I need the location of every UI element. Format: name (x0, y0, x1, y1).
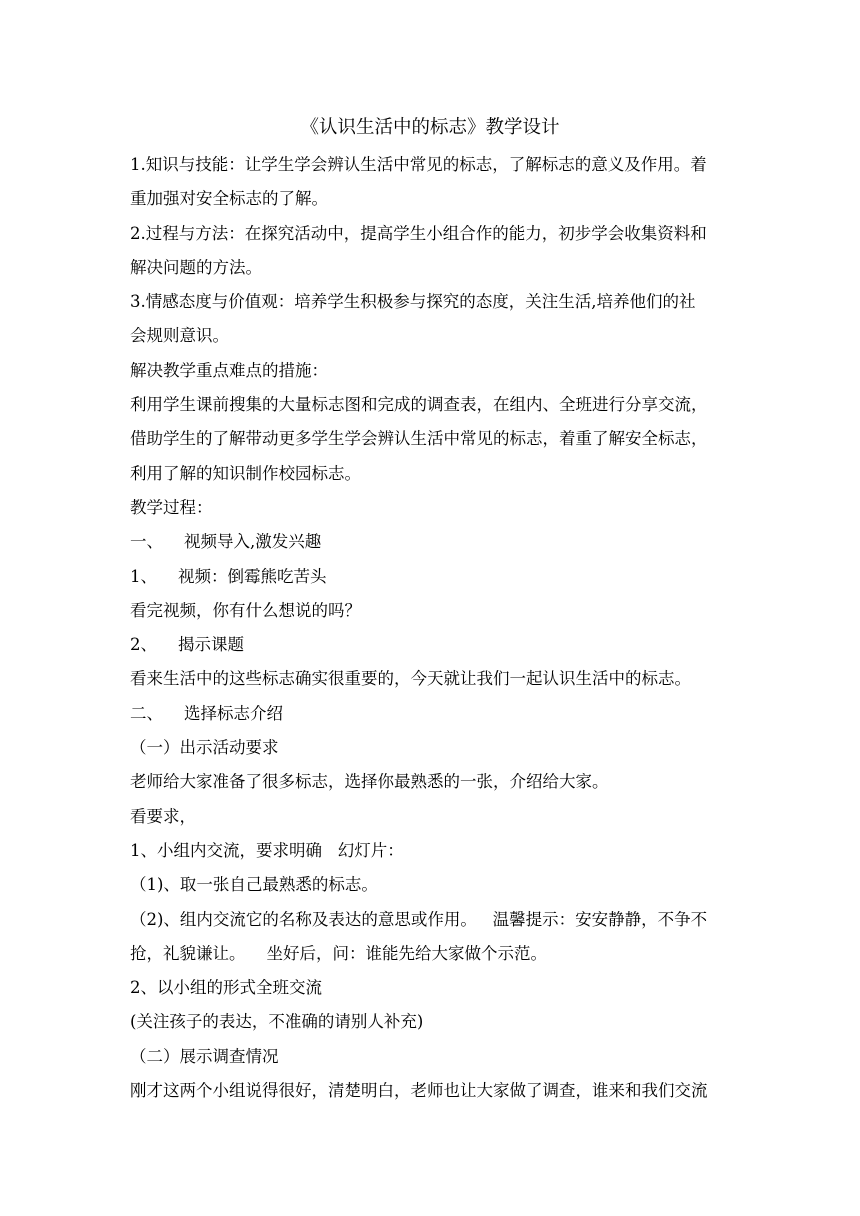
section-heading: 二、 选择标志介绍 (130, 703, 283, 723)
subsection-heading: （二）展示调查情况 (130, 1046, 279, 1066)
paragraph-line: 重加强对安全标志的了解。 (130, 189, 328, 209)
paragraph-line: 3.情感态度与价值观：培养学生积极参与探究的态度，关注生活,培养他们的社 (130, 292, 696, 312)
paragraph-line: 利用了解的知识制作校园标志。 (130, 463, 361, 483)
paragraph-line: 2、以小组的形式全班交流 (130, 978, 322, 998)
paragraph-line: (关注孩子的表达，不准确的请别人补充) (130, 1012, 424, 1032)
paragraph-line: （1)、取一张自己最熟悉的标志。 (130, 875, 378, 895)
paragraph-line: 解决问题的方法。 (130, 257, 262, 277)
paragraph-line: 2.过程与方法：在探究活动中，提高学生小组合作的能力，初步学会收集资料和 (130, 223, 707, 243)
subsection-heading: （一）出示活动要求 (130, 738, 279, 758)
paragraph-line: 会规则意识。 (130, 326, 229, 346)
document-body (130, 148, 732, 1108)
paragraph-line: 2、 揭示课题 (130, 635, 244, 655)
document-title: 《认识生活中的标志》教学设计 (300, 117, 560, 138)
section-heading: 一、 视频导入,激发兴趣 (130, 532, 322, 552)
paragraph-line: 1、小组内交流，要求明确 幻灯片： (130, 840, 404, 860)
paragraph-line: 教学过程： (130, 497, 213, 517)
paragraph-line: 刚才这两个小组说得很好，清楚明白，老师也让大家做了调查，谁来和我们交流 (130, 1081, 708, 1101)
paragraph-line: 借助学生的了解带动更多学生学会辨认生活中常见的标志，着重了解安全标志， (130, 429, 708, 449)
paragraph-line: 看完视频，你有什么想说的吗？ (130, 600, 361, 620)
paragraph-line: 看要求， (130, 806, 196, 826)
paragraph-line: （2)、组内交流它的名称及表达的意思或作用。 温馨提示：安安静静，不争不 (130, 909, 708, 929)
paragraph-line: 抢，礼貌谦让。 坐好后，问：谁能先给大家做个示范。 (130, 943, 547, 963)
paragraph-line: 解决教学重点难点的措施： (130, 360, 328, 380)
paragraph-line: 老师给大家准备了很多标志，选择你最熟悉的一张，介绍给大家。 (130, 772, 609, 792)
paragraph-line: 看来生活中的这些标志确实很重要的，今天就让我们一起认识生活中的标志。 (130, 669, 691, 689)
paragraph-line: 1.知识与技能：让学生学会辨认生活中常见的标志，了解标志的意义及作用。着 (130, 155, 707, 174)
paragraph-line: 1、 视频：倒霉熊吃苦头 (130, 566, 327, 586)
paragraph-line: 利用学生课前搜集的大量标志图和完成的调查表，在组内、全班进行分享交流， (130, 395, 708, 415)
